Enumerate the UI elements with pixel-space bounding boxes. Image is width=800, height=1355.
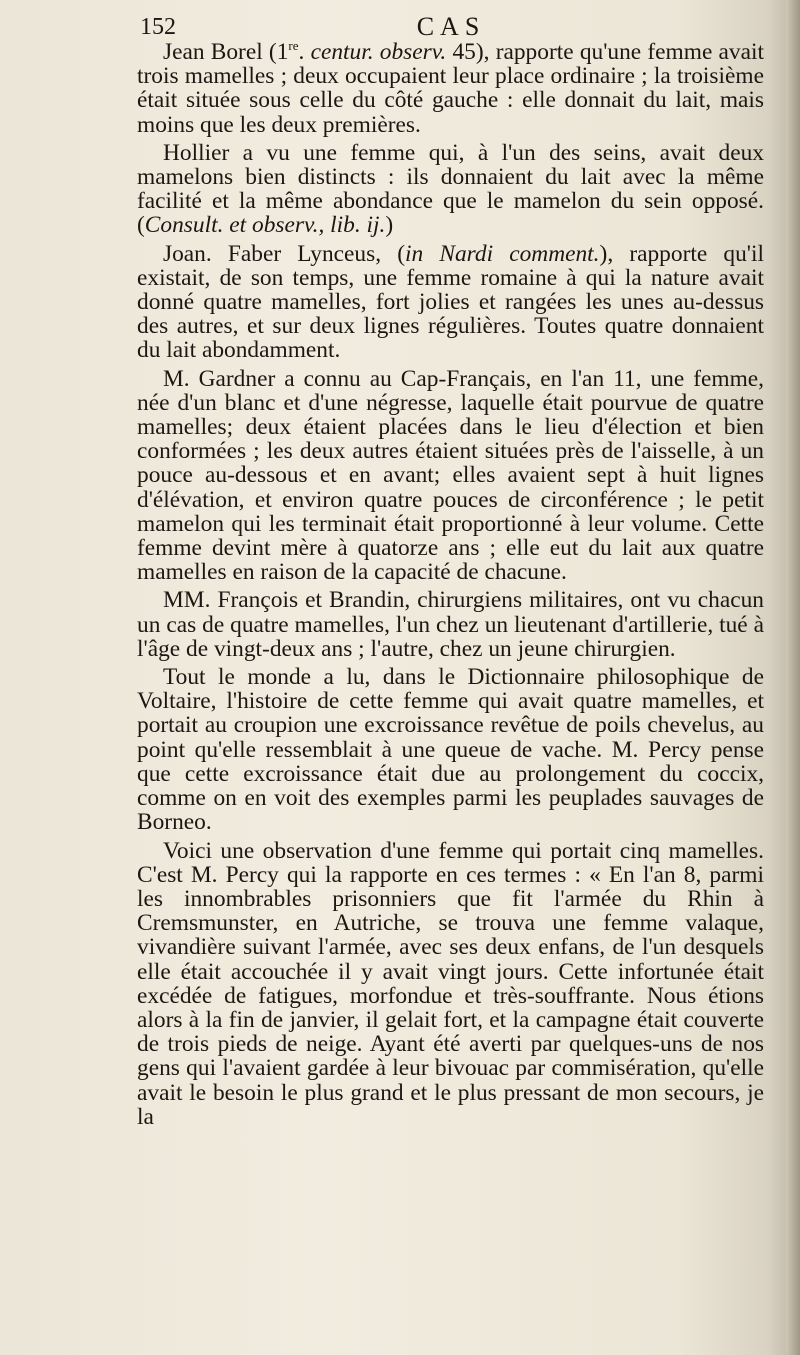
text-run: 45), rapporte qu'une femme avait trois mamelles ; deux occupaient leur place ordinaire ; la troisième était située sous celle du côté gauche : elle donnait du lait, mais moins que les deux premières. <box>137 39 764 138</box>
text-run: M. Gardner a connu au Cap-Français, en l'an 11, une femme, née d'un blanc et d'une négresse, laquelle était pourvue de quatre mamelles; deux étaient placées dans le lieu d'élection et bien conformées ; les deux autres étaient situées près de l'aisselle, à un pouce au-dessous et en avant; elles avaient sept à huit lignes d'élévation, et environ quatre pouces de circonférence ; le petit mamelon qui les terminait était proportionné à leur volume. Cette femme devint mère à quatorze ans ; elle eut du lait aux quatre mamelles en raison de la capacité de chacune. <box>137 365 764 586</box>
paragraph <box>137 141 764 238</box>
paragraph <box>137 40 764 137</box>
text-run: Voici une observation d'une femme qui portait cinq mamelles. C'est M. Percy qui la rapporte en ces termes : « En l'an 8, parmi les innombrables prisonniers que fit l'armée du Rhin à Cremsmunster, en Autriche, se trouva une femme valaque, vivandière suivant l'armée, avec ses deux enfans, de l'un desquels elle était accouchée il y avait vingt jours. Cette infortunée était excédée de fatigues, morfondue et très-souffrante. Nous étions alors à la fin de janvier, il gelait fort, et la campagne était couverte de trois pieds de neige. Ayant été averti par quelques-uns de nos gens qui l'avaient gardée à leur bivouac par commisération, qu'elle avait le besoin le plus grand et le plus pressant de mon secours, je la <box>137 837 764 1130</box>
text-run: Joan. Faber Lynceus, ( <box>163 240 406 267</box>
paragraph <box>137 665 764 834</box>
italic-reference: centur. observ. <box>310 39 447 65</box>
text-run: ) <box>385 212 394 239</box>
text-run: . <box>298 39 311 65</box>
text-run: ), rapporte qu'il existait, de son temps, une femme romaine à qui la nature avait donné quatre mamelles, fort jolies et rangées les unes au-dessus des autres, et sur deux lignes régulières. Toutes quatre donnaient du lait abondamment. <box>137 240 764 364</box>
italic-reference: in Nardi comment. <box>405 240 600 267</box>
page-number: 152 <box>140 14 176 40</box>
running-head: CAS <box>416 12 486 41</box>
body-text <box>137 40 764 1129</box>
text-run: MM. François et Brandin, chirurgiens militaires, ont vu chacun un cas de quatre mamelles, l'un chez un lieutenant d'artillerie, tué à l'âge de vingt-deux ans ; l'autre, chez un jeune chirurgien. <box>137 587 764 662</box>
italic-reference: Consult. et observ., lib. ij. <box>144 212 386 239</box>
text-run: Jean Borel ( <box>163 39 277 65</box>
superscript-text: re <box>288 38 299 54</box>
paragraph <box>137 588 764 661</box>
paragraph <box>137 242 764 363</box>
page-edge-shadow <box>786 0 800 1355</box>
paragraph <box>137 367 764 585</box>
paragraph <box>137 839 764 1129</box>
text-run: 1 <box>276 39 289 65</box>
text-run: Hollier a vu une femme qui, à l'un des seins, avait deux mamelons bien distincts : ils donnaient du lait avec la même facilité et la même abondance que le mamelon du sein opposé. ( <box>137 139 764 239</box>
page-header <box>140 12 762 42</box>
text-run: Tout le monde a lu, dans le Dictionnaire philosophique de Voltaire, l'histoire de cette femme qui avait quatre mamelles, et portait au croupion une excroissance revêtue de poils chevelus, au point qu'elle ressemblait à une queue de vache. M. Percy pense que cette excroissance était due au prolongement du coccix, comme on en voit des exemples parmi les peuplades sauvages de Borneo. <box>137 664 764 836</box>
